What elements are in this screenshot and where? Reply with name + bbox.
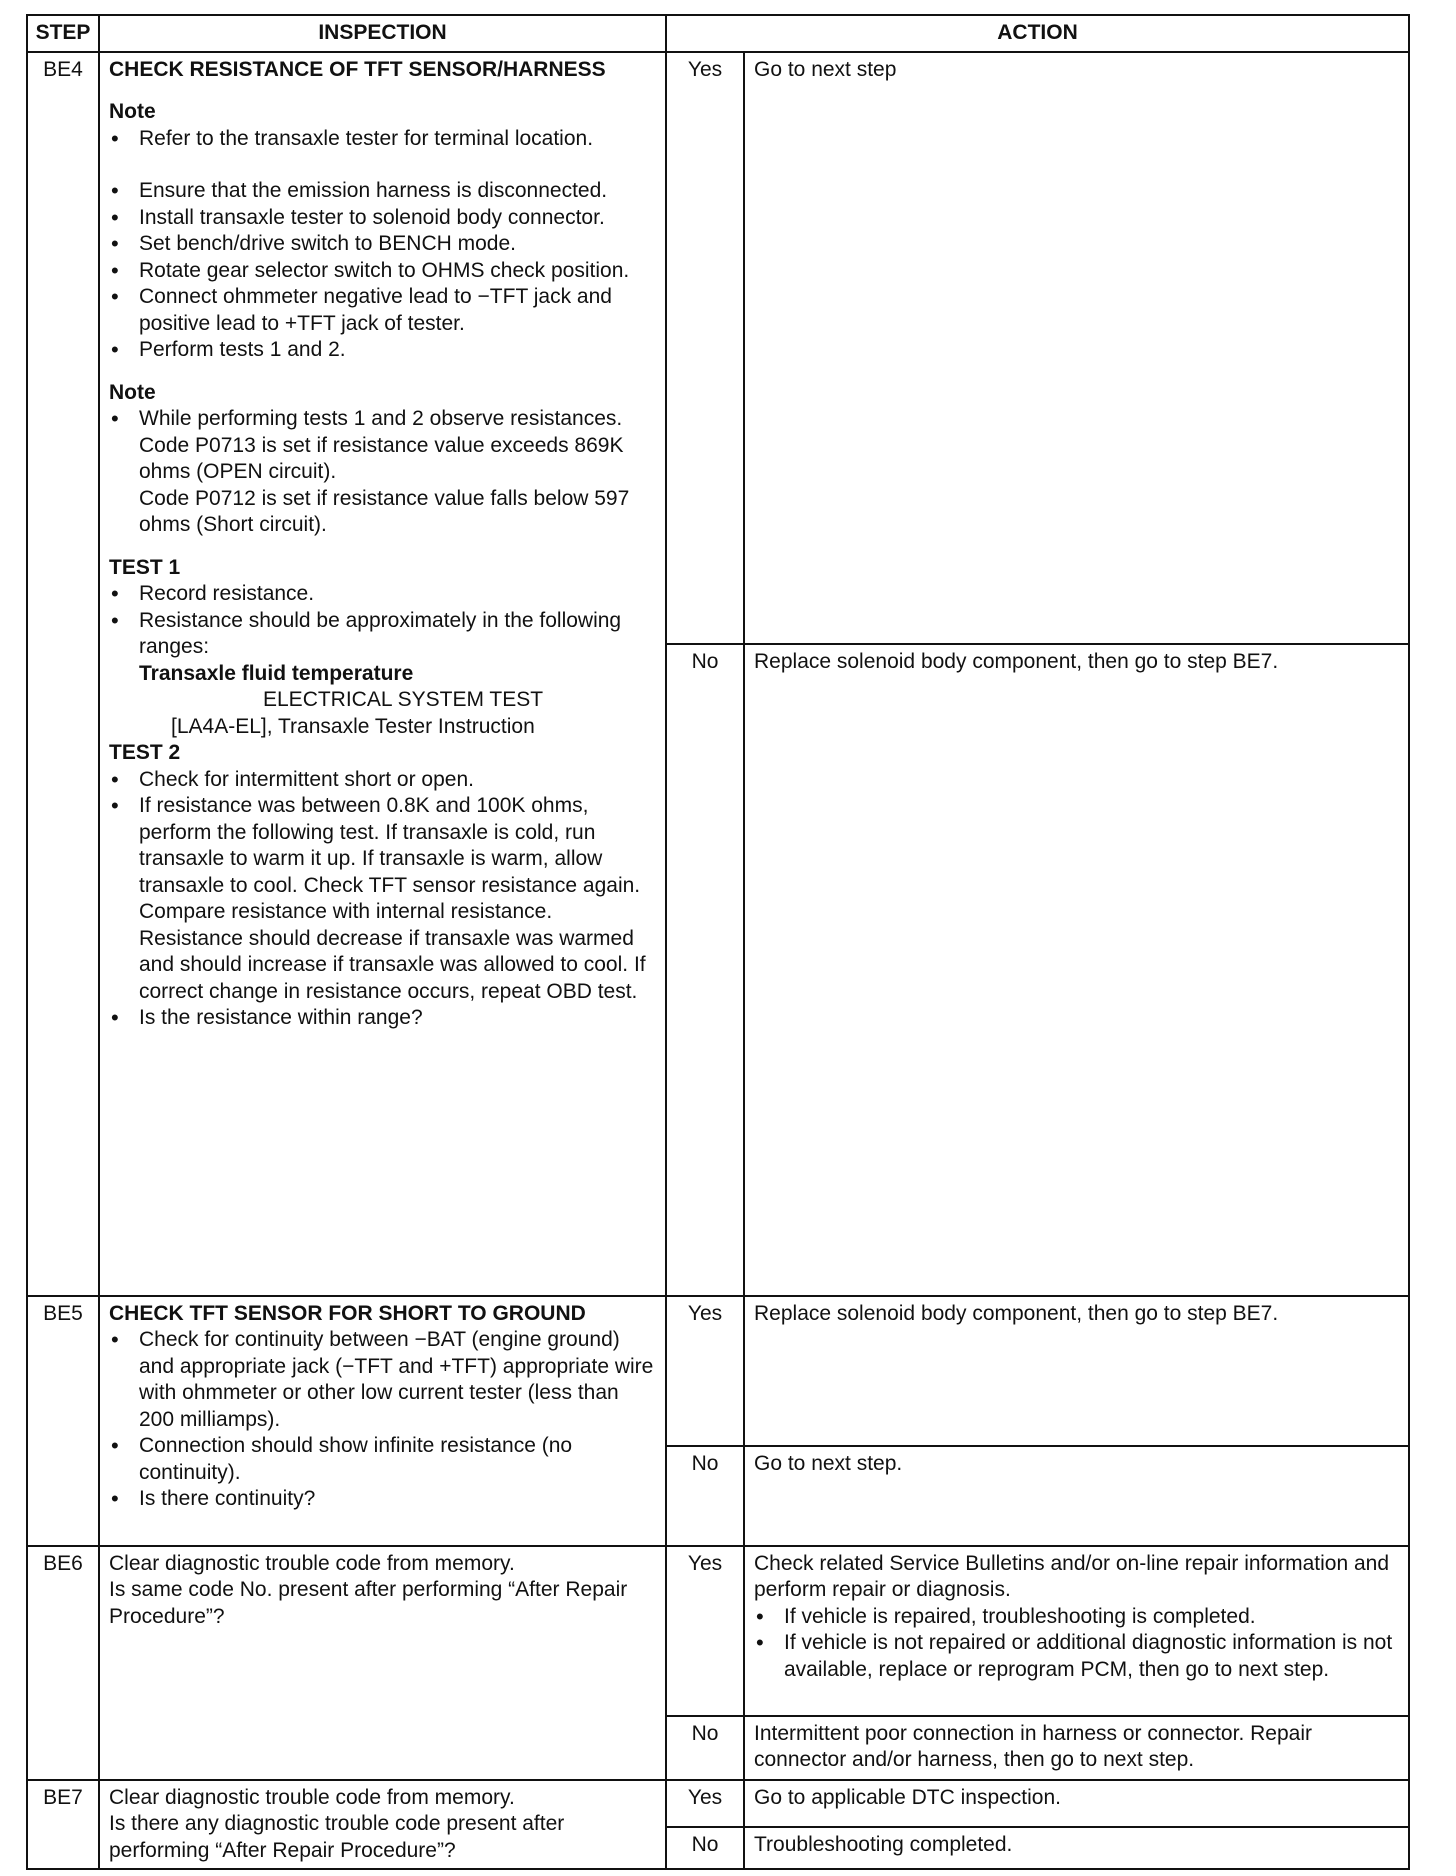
inspection-be7 bbox=[99, 1780, 666, 1870]
be4-note2-label: Note bbox=[109, 380, 156, 404]
test1-ref-section: ELECTRICAL SYSTEM TEST bbox=[263, 688, 544, 711]
row-be4-yes bbox=[27, 52, 1409, 644]
be4-yes-action: Go to next step bbox=[744, 52, 1409, 644]
be6-no-action: Intermittent poor connection in harness or connector. Repair connector and/or harness, then go to next step. bbox=[744, 1716, 1409, 1780]
row-be5-yes bbox=[27, 1296, 1409, 1446]
be4-no-action: Replace solenoid body component, then go to step BE7. bbox=[744, 644, 1409, 1296]
be6-text2: Is same code No. present after performing “After Repair Procedure”? bbox=[109, 1578, 628, 1628]
row-be6-yes bbox=[27, 1546, 1409, 1716]
be7-yes-label: Yes bbox=[666, 1780, 744, 1828]
step-be5: BE5 bbox=[27, 1296, 99, 1546]
be4-note2-main: • While performing tests 1 and 2 observe resistances. bbox=[139, 407, 623, 430]
be7-text2: Is there any diagnostic trouble code present after performing “After Repair Procedure”? bbox=[109, 1812, 565, 1862]
list-item: • Connect ohmmeter negative lead to −TFT jack and positive lead to +TFT jack of tester. bbox=[109, 284, 656, 337]
be6-text1: Clear diagnostic trouble code from memory. bbox=[109, 1551, 515, 1575]
be6-yes-label: Yes bbox=[666, 1546, 744, 1716]
list-item: • Install transaxle tester to solenoid body connector. bbox=[109, 205, 656, 232]
be4-procedure-list bbox=[109, 178, 656, 364]
be7-no-label: No bbox=[666, 1827, 744, 1869]
be4-note-bullet: • Refer to the transaxle tester for terminal location. bbox=[109, 126, 656, 153]
list-item: • Perform tests 1 and 2. bbox=[109, 337, 656, 364]
header-row bbox=[27, 15, 1409, 52]
be6-yes-action bbox=[744, 1546, 1409, 1716]
be4-note2-short: Code P0712 is set if resistance value falls below 597 ohms (Short circuit). bbox=[139, 486, 630, 536]
list-item: • If resistance was between 0.8K and 100K ohms, perform the following test. If transaxle is cold, run transaxle to warm it up. If transaxle is warm, allow transaxle to cool. Check TFT sensor resistance again. Compare resistance with internal resistance. Resistance should decrease if transaxle was warmed and should increase if transaxle was allowed to cool. If correct change in resistance occurs, repeat OBD test. bbox=[109, 793, 656, 1005]
be6-yes-main: Check related Service Bulletins and/or on-line repair information and perform repair or diagnosis. bbox=[754, 1551, 1390, 1601]
be4-note-label: Note bbox=[109, 100, 156, 123]
list-item bbox=[109, 608, 656, 741]
step-be4: BE4 bbox=[27, 52, 99, 1296]
row-be7-yes bbox=[27, 1780, 1409, 1828]
be7-yes-action: Go to applicable DTC inspection. bbox=[744, 1780, 1409, 1828]
list-item: • Check for intermittent short or open. bbox=[109, 767, 656, 794]
be5-yes-action: Replace solenoid body component, then go to step BE7. bbox=[744, 1296, 1409, 1446]
be6-no-label: No bbox=[666, 1716, 744, 1780]
test1-ref-instruction: [LA4A-EL], Transaxle Tester Instruction bbox=[171, 714, 535, 738]
list-item: • Is there continuity? bbox=[109, 1486, 656, 1513]
inspection-be5 bbox=[99, 1296, 666, 1546]
test2-label: TEST 2 bbox=[109, 741, 181, 764]
header-inspection: INSPECTION bbox=[99, 15, 666, 52]
be7-no-action: Troubleshooting completed. bbox=[744, 1827, 1409, 1869]
be5-yes-label: Yes bbox=[666, 1296, 744, 1446]
list-item: • Set bench/drive switch to BENCH mode. bbox=[109, 231, 656, 258]
be4-note2-bullet bbox=[109, 406, 656, 539]
list-item: • Ensure that the emission harness is disconnected. bbox=[109, 178, 656, 205]
inspection-be4 bbox=[99, 52, 666, 1296]
list-item: • If vehicle is repaired, troubleshooting is completed. bbox=[754, 1604, 1399, 1631]
be5-no-action: Go to next step. bbox=[744, 1446, 1409, 1546]
test1-range-text: • Resistance should be approximately in the following ranges: bbox=[139, 608, 622, 658]
list-item: • Is the resistance within range? bbox=[109, 1005, 656, 1032]
inspection-be6 bbox=[99, 1546, 666, 1780]
step-be7: BE7 bbox=[27, 1780, 99, 1870]
list-item: • Record resistance. bbox=[109, 581, 656, 608]
list-item: • If vehicle is not repaired or additional diagnostic information is not available, replace or reprogram PCM, then go to next step. bbox=[754, 1630, 1399, 1683]
be5-title: CHECK TFT SENSOR FOR SHORT TO GROUND bbox=[109, 1301, 586, 1325]
test1-ref-bold: Transaxle fluid temperature bbox=[139, 661, 414, 685]
test1-label: TEST 1 bbox=[109, 555, 181, 579]
list-item: • Rotate gear selector switch to OHMS check position. bbox=[109, 258, 656, 285]
header-action: ACTION bbox=[666, 15, 1409, 52]
be4-no-label: No bbox=[666, 644, 744, 1296]
be4-note2-open: Code P0713 is set if resistance value exceeds 869K ohms (OPEN circuit). bbox=[139, 433, 624, 483]
list-item: • Check for continuity between −BAT (engine ground) and appropriate jack (−TFT and +TFT) appropriate wire with ohmmeter or other low current tester (less than 200 milliamps). bbox=[109, 1327, 656, 1433]
step-be6: BE6 bbox=[27, 1546, 99, 1780]
be5-no-label: No bbox=[666, 1446, 744, 1546]
header-step: STEP bbox=[27, 15, 99, 52]
be4-yes-label: Yes bbox=[666, 52, 744, 644]
be4-title: CHECK RESISTANCE OF TFT SENSOR/HARNESS bbox=[109, 57, 606, 81]
diagnostic-table bbox=[26, 14, 1410, 1870]
list-item: • Connection should show infinite resistance (no continuity). bbox=[109, 1433, 656, 1486]
be7-text1: Clear diagnostic trouble code from memory. bbox=[109, 1785, 515, 1809]
